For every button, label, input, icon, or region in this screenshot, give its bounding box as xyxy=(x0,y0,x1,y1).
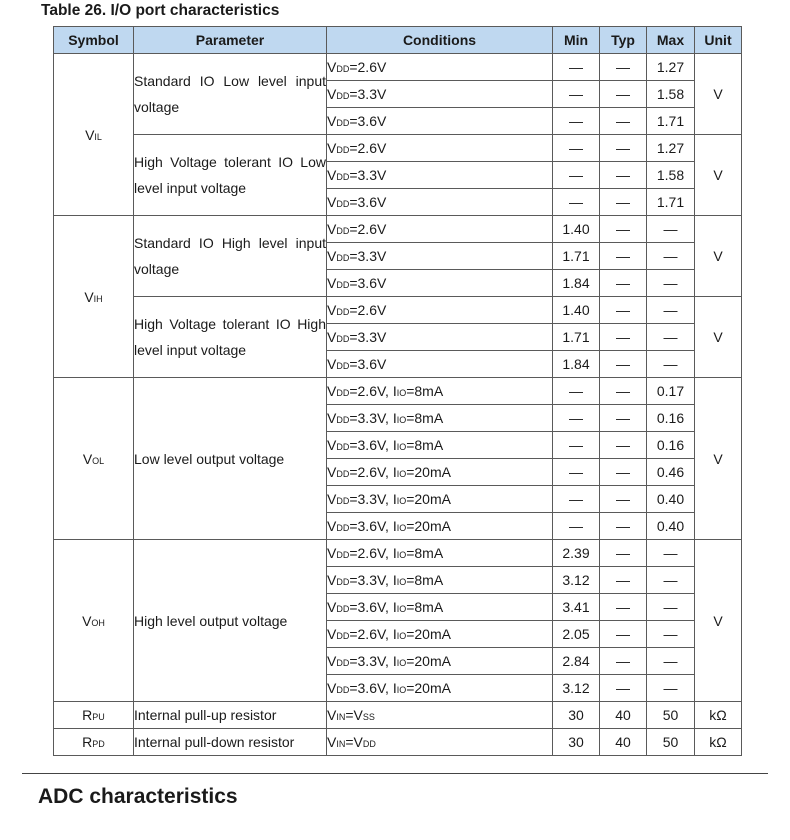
condition-text: =3.3V xyxy=(349,248,387,264)
condition-text: =3.3V xyxy=(349,167,387,183)
table-body xyxy=(54,54,742,756)
conditions-cell xyxy=(327,108,553,135)
min-cell: — xyxy=(553,459,600,486)
condition-text: V xyxy=(327,194,337,210)
max-cell: 0.46 xyxy=(647,459,695,486)
condition-text: =8mA xyxy=(406,437,444,453)
min-cell: 1.71 xyxy=(553,324,600,351)
subscript-text: IN xyxy=(336,739,346,749)
subscript-text: DD xyxy=(336,145,350,155)
typ-cell: — xyxy=(600,405,647,432)
subscript-text: DD xyxy=(336,280,350,290)
symbol-subscript: PD xyxy=(92,739,105,749)
condition-text: V xyxy=(327,680,337,696)
conditions-cell xyxy=(327,378,553,405)
symbol-main: R xyxy=(82,734,93,750)
max-cell: — xyxy=(647,648,695,675)
symbol-cell xyxy=(54,378,134,540)
condition-text: V xyxy=(327,734,337,750)
conditions-cell xyxy=(327,162,553,189)
subscript-text: IO xyxy=(396,442,407,452)
min-cell: — xyxy=(553,405,600,432)
conditions-cell xyxy=(327,729,553,756)
max-cell: 1.58 xyxy=(647,81,695,108)
condition-text: V xyxy=(327,113,337,129)
condition-text: =3.6V, I xyxy=(349,680,397,696)
typ-cell: — xyxy=(600,567,647,594)
condition-text: V xyxy=(327,302,337,318)
condition-text: =3.6V, I xyxy=(349,437,397,453)
condition-text: V xyxy=(327,599,337,615)
typ-cell: — xyxy=(600,108,647,135)
subscript-text: DD xyxy=(336,496,350,506)
condition-text: =2.6V, I xyxy=(349,383,397,399)
unit-cell: V xyxy=(695,135,742,216)
conditions-cell xyxy=(327,540,553,567)
conditions-cell xyxy=(327,648,553,675)
condition-text: =8mA xyxy=(406,572,444,588)
max-cell: 1.71 xyxy=(647,189,695,216)
max-cell: — xyxy=(647,324,695,351)
condition-text: V xyxy=(327,545,337,561)
conditions-cell xyxy=(327,351,553,378)
min-cell: 1.71 xyxy=(553,243,600,270)
max-cell: 0.17 xyxy=(647,378,695,405)
max-cell: — xyxy=(647,675,695,702)
max-cell: — xyxy=(647,567,695,594)
max-cell: — xyxy=(647,540,695,567)
typ-cell: — xyxy=(600,378,647,405)
unit-cell: kΩ xyxy=(695,729,742,756)
min-cell: — xyxy=(553,81,600,108)
max-cell: — xyxy=(647,270,695,297)
subscript-text: IO xyxy=(396,631,407,641)
typ-cell: — xyxy=(600,54,647,81)
subscript-text: DD xyxy=(336,118,350,128)
header-max: Max xyxy=(647,27,695,54)
condition-text: =3.6V, I xyxy=(349,599,397,615)
conditions-cell xyxy=(327,405,553,432)
subscript-text: DD xyxy=(336,577,350,587)
typ-cell: — xyxy=(600,243,647,270)
max-cell: 1.71 xyxy=(647,108,695,135)
condition-text: V xyxy=(327,329,337,345)
condition-text: =V xyxy=(345,707,363,723)
subscript-text: DD xyxy=(336,91,350,101)
max-cell: — xyxy=(647,297,695,324)
condition-text: =8mA xyxy=(406,545,444,561)
conditions-cell xyxy=(327,621,553,648)
parameter-cell: Standard IO Low level input voltage xyxy=(134,54,327,135)
typ-cell: — xyxy=(600,297,647,324)
condition-text: =20mA xyxy=(406,680,451,696)
condition-text: V xyxy=(327,626,337,642)
subscript-text: DD xyxy=(336,64,350,74)
conditions-cell xyxy=(327,54,553,81)
condition-text: V xyxy=(327,653,337,669)
max-cell: — xyxy=(647,216,695,243)
condition-text: =3.6V xyxy=(349,275,387,291)
symbol-cell xyxy=(54,54,134,216)
table-row xyxy=(54,702,742,729)
parameter-cell: High level output voltage xyxy=(134,540,327,702)
condition-text: V xyxy=(327,167,337,183)
subscript-text: DD xyxy=(362,739,376,749)
subscript-text: IO xyxy=(396,550,407,560)
subscript-text: DD xyxy=(336,307,350,317)
symbol-main: V xyxy=(82,450,93,467)
table-row xyxy=(54,378,742,405)
condition-text: V xyxy=(327,518,337,534)
conditions-cell xyxy=(327,567,553,594)
table-header-row xyxy=(54,27,742,54)
parameter-cell: Standard IO High level input voltage xyxy=(134,216,327,297)
condition-text: =3.3V xyxy=(349,86,387,102)
subscript-text: DD xyxy=(336,415,350,425)
max-cell: 0.40 xyxy=(647,513,695,540)
table-row xyxy=(54,540,742,567)
condition-text: =3.3V, I xyxy=(349,491,397,507)
unit-cell: V xyxy=(695,540,742,702)
condition-text: =8mA xyxy=(406,599,444,615)
condition-text: V xyxy=(327,491,337,507)
header-min: Min xyxy=(553,27,600,54)
min-cell: — xyxy=(553,162,600,189)
min-cell: — xyxy=(553,513,600,540)
subscript-text: IO xyxy=(396,523,407,533)
symbol-cell xyxy=(54,216,134,378)
max-cell: 1.27 xyxy=(647,54,695,81)
section-heading: ADC characteristics xyxy=(38,785,238,808)
min-cell: — xyxy=(553,378,600,405)
typ-cell: — xyxy=(600,648,647,675)
condition-text: =3.3V xyxy=(349,329,387,345)
min-cell: — xyxy=(553,432,600,459)
min-cell: 3.12 xyxy=(553,675,600,702)
symbol-main: V xyxy=(84,288,94,305)
header-parameter: Parameter xyxy=(134,27,327,54)
symbol-main: R xyxy=(82,707,93,723)
condition-text: =2.6V, I xyxy=(349,464,397,480)
typ-cell: — xyxy=(600,432,647,459)
subscript-text: DD xyxy=(336,523,350,533)
condition-text: =20mA xyxy=(406,653,451,669)
condition-text: =20mA xyxy=(406,491,451,507)
max-cell: 50 xyxy=(647,729,695,756)
max-cell: — xyxy=(647,621,695,648)
symbol-subscript: OH xyxy=(91,617,105,628)
condition-text: =2.6V xyxy=(349,59,387,75)
conditions-cell xyxy=(327,513,553,540)
condition-text: =8mA xyxy=(406,410,444,426)
subscript-text: IO xyxy=(396,658,407,668)
condition-text: =V xyxy=(345,734,363,750)
symbol-main: V xyxy=(85,126,95,143)
typ-cell: — xyxy=(600,351,647,378)
max-cell: 1.27 xyxy=(647,135,695,162)
parameter-cell: Internal pull-down resistor xyxy=(134,729,327,756)
condition-text: =3.3V, I xyxy=(349,410,397,426)
subscript-text: DD xyxy=(336,550,350,560)
symbol-main: V xyxy=(82,612,92,629)
typ-cell: — xyxy=(600,270,647,297)
conditions-cell xyxy=(327,594,553,621)
condition-text: V xyxy=(327,356,337,372)
condition-text: =3.6V xyxy=(349,194,387,210)
typ-cell: — xyxy=(600,594,647,621)
table-row xyxy=(54,297,742,324)
conditions-cell xyxy=(327,702,553,729)
max-cell: — xyxy=(647,351,695,378)
min-cell: 30 xyxy=(553,702,600,729)
condition-text: =3.6V xyxy=(349,356,387,372)
condition-text: V xyxy=(327,383,337,399)
max-cell: — xyxy=(647,594,695,621)
condition-text: V xyxy=(327,86,337,102)
typ-cell: 40 xyxy=(600,702,647,729)
subscript-text: DD xyxy=(336,172,350,182)
subscript-text: IN xyxy=(336,712,346,722)
condition-text: =2.6V xyxy=(349,140,387,156)
typ-cell: — xyxy=(600,621,647,648)
table-caption: Table 26. I/O port characteristics xyxy=(41,2,280,19)
subscript-text: DD xyxy=(336,442,350,452)
conditions-cell xyxy=(327,297,553,324)
unit-cell: V xyxy=(695,378,742,540)
subscript-text: SS xyxy=(362,712,375,722)
condition-text: =3.6V, I xyxy=(349,518,397,534)
subscript-text: DD xyxy=(336,199,350,209)
section-divider xyxy=(22,773,768,774)
subscript-text: DD xyxy=(336,658,350,668)
conditions-cell xyxy=(327,135,553,162)
condition-text: V xyxy=(327,464,337,480)
unit-cell: kΩ xyxy=(695,702,742,729)
min-cell: 1.84 xyxy=(553,270,600,297)
table-row xyxy=(54,216,742,243)
typ-cell: — xyxy=(600,486,647,513)
min-cell: 1.84 xyxy=(553,351,600,378)
subscript-text: IO xyxy=(396,604,407,614)
min-cell: 30 xyxy=(553,729,600,756)
header-typ: Typ xyxy=(600,27,647,54)
typ-cell: — xyxy=(600,675,647,702)
condition-text: V xyxy=(327,248,337,264)
subscript-text: DD xyxy=(336,604,350,614)
typ-cell: 40 xyxy=(600,729,647,756)
subscript-text: DD xyxy=(336,334,350,344)
subscript-text: DD xyxy=(336,253,350,263)
max-cell: — xyxy=(647,243,695,270)
subscript-text: IO xyxy=(396,415,407,425)
conditions-cell xyxy=(327,486,553,513)
conditions-cell xyxy=(327,216,553,243)
conditions-cell xyxy=(327,270,553,297)
condition-text: V xyxy=(327,221,337,237)
parameter-cell: Low level output voltage xyxy=(134,378,327,540)
condition-text: =20mA xyxy=(406,626,451,642)
condition-text: =2.6V xyxy=(349,302,387,318)
conditions-cell xyxy=(327,324,553,351)
table-row xyxy=(54,729,742,756)
condition-text: =20mA xyxy=(406,464,451,480)
max-cell: 0.16 xyxy=(647,432,695,459)
min-cell: 1.40 xyxy=(553,216,600,243)
typ-cell: — xyxy=(600,324,647,351)
conditions-cell xyxy=(327,189,553,216)
subscript-text: DD xyxy=(336,469,350,479)
conditions-cell xyxy=(327,459,553,486)
max-cell: 1.58 xyxy=(647,162,695,189)
typ-cell: — xyxy=(600,189,647,216)
conditions-cell xyxy=(327,81,553,108)
min-cell: 1.40 xyxy=(553,297,600,324)
min-cell: — xyxy=(553,54,600,81)
condition-text: V xyxy=(327,410,337,426)
header-conditions: Conditions xyxy=(327,27,553,54)
symbol-subscript: IL xyxy=(94,131,102,142)
io-port-characteristics-table xyxy=(53,26,742,756)
table-row xyxy=(54,54,742,81)
condition-text: =3.3V, I xyxy=(349,572,397,588)
condition-text: V xyxy=(327,59,337,75)
unit-cell: V xyxy=(695,216,742,297)
parameter-cell: High Voltage tolerant IO High level input voltage xyxy=(134,297,327,378)
conditions-cell xyxy=(327,432,553,459)
typ-cell: — xyxy=(600,135,647,162)
subscript-text: IO xyxy=(396,388,407,398)
min-cell: 3.12 xyxy=(553,567,600,594)
condition-text: =3.3V, I xyxy=(349,653,397,669)
symbol-cell xyxy=(54,729,134,756)
header-symbol: Symbol xyxy=(54,27,134,54)
max-cell: 0.16 xyxy=(647,405,695,432)
max-cell: 50 xyxy=(647,702,695,729)
min-cell: — xyxy=(553,135,600,162)
condition-text: V xyxy=(327,140,337,156)
typ-cell: — xyxy=(600,216,647,243)
typ-cell: — xyxy=(600,513,647,540)
min-cell: 2.05 xyxy=(553,621,600,648)
subscript-text: DD xyxy=(336,685,350,695)
subscript-text: IO xyxy=(396,577,407,587)
symbol-subscript: OL xyxy=(92,455,105,466)
condition-text: V xyxy=(327,437,337,453)
min-cell: — xyxy=(553,189,600,216)
subscript-text: IO xyxy=(396,685,407,695)
subscript-text: DD xyxy=(336,226,350,236)
parameter-cell: Internal pull-up resistor xyxy=(134,702,327,729)
min-cell: — xyxy=(553,108,600,135)
condition-text: =20mA xyxy=(406,518,451,534)
header-unit: Unit xyxy=(695,27,742,54)
min-cell: 3.41 xyxy=(553,594,600,621)
symbol-subscript: IH xyxy=(93,293,103,304)
condition-text: =2.6V xyxy=(349,221,387,237)
condition-text: V xyxy=(327,572,337,588)
conditions-cell xyxy=(327,243,553,270)
min-cell: 2.39 xyxy=(553,540,600,567)
conditions-cell xyxy=(327,675,553,702)
condition-text: =8mA xyxy=(406,383,444,399)
max-cell: 0.40 xyxy=(647,486,695,513)
typ-cell: — xyxy=(600,459,647,486)
typ-cell: — xyxy=(600,81,647,108)
condition-text: =3.6V xyxy=(349,113,387,129)
unit-cell: V xyxy=(695,297,742,378)
min-cell: — xyxy=(553,486,600,513)
subscript-text: IO xyxy=(396,496,407,506)
typ-cell: — xyxy=(600,162,647,189)
symbol-cell xyxy=(54,540,134,702)
symbol-subscript: PU xyxy=(92,712,105,722)
symbol-cell xyxy=(54,702,134,729)
condition-text: =2.6V, I xyxy=(349,626,397,642)
table-row xyxy=(54,135,742,162)
subscript-text: DD xyxy=(336,631,350,641)
typ-cell: — xyxy=(600,540,647,567)
min-cell: 2.84 xyxy=(553,648,600,675)
subscript-text: IO xyxy=(396,469,407,479)
condition-text: =2.6V, I xyxy=(349,545,397,561)
subscript-text: DD xyxy=(336,388,350,398)
unit-cell: V xyxy=(695,54,742,135)
condition-text: V xyxy=(327,707,337,723)
subscript-text: DD xyxy=(336,361,350,371)
condition-text: V xyxy=(327,275,337,291)
parameter-cell: High Voltage tolerant IO Low level input voltage xyxy=(134,135,327,216)
